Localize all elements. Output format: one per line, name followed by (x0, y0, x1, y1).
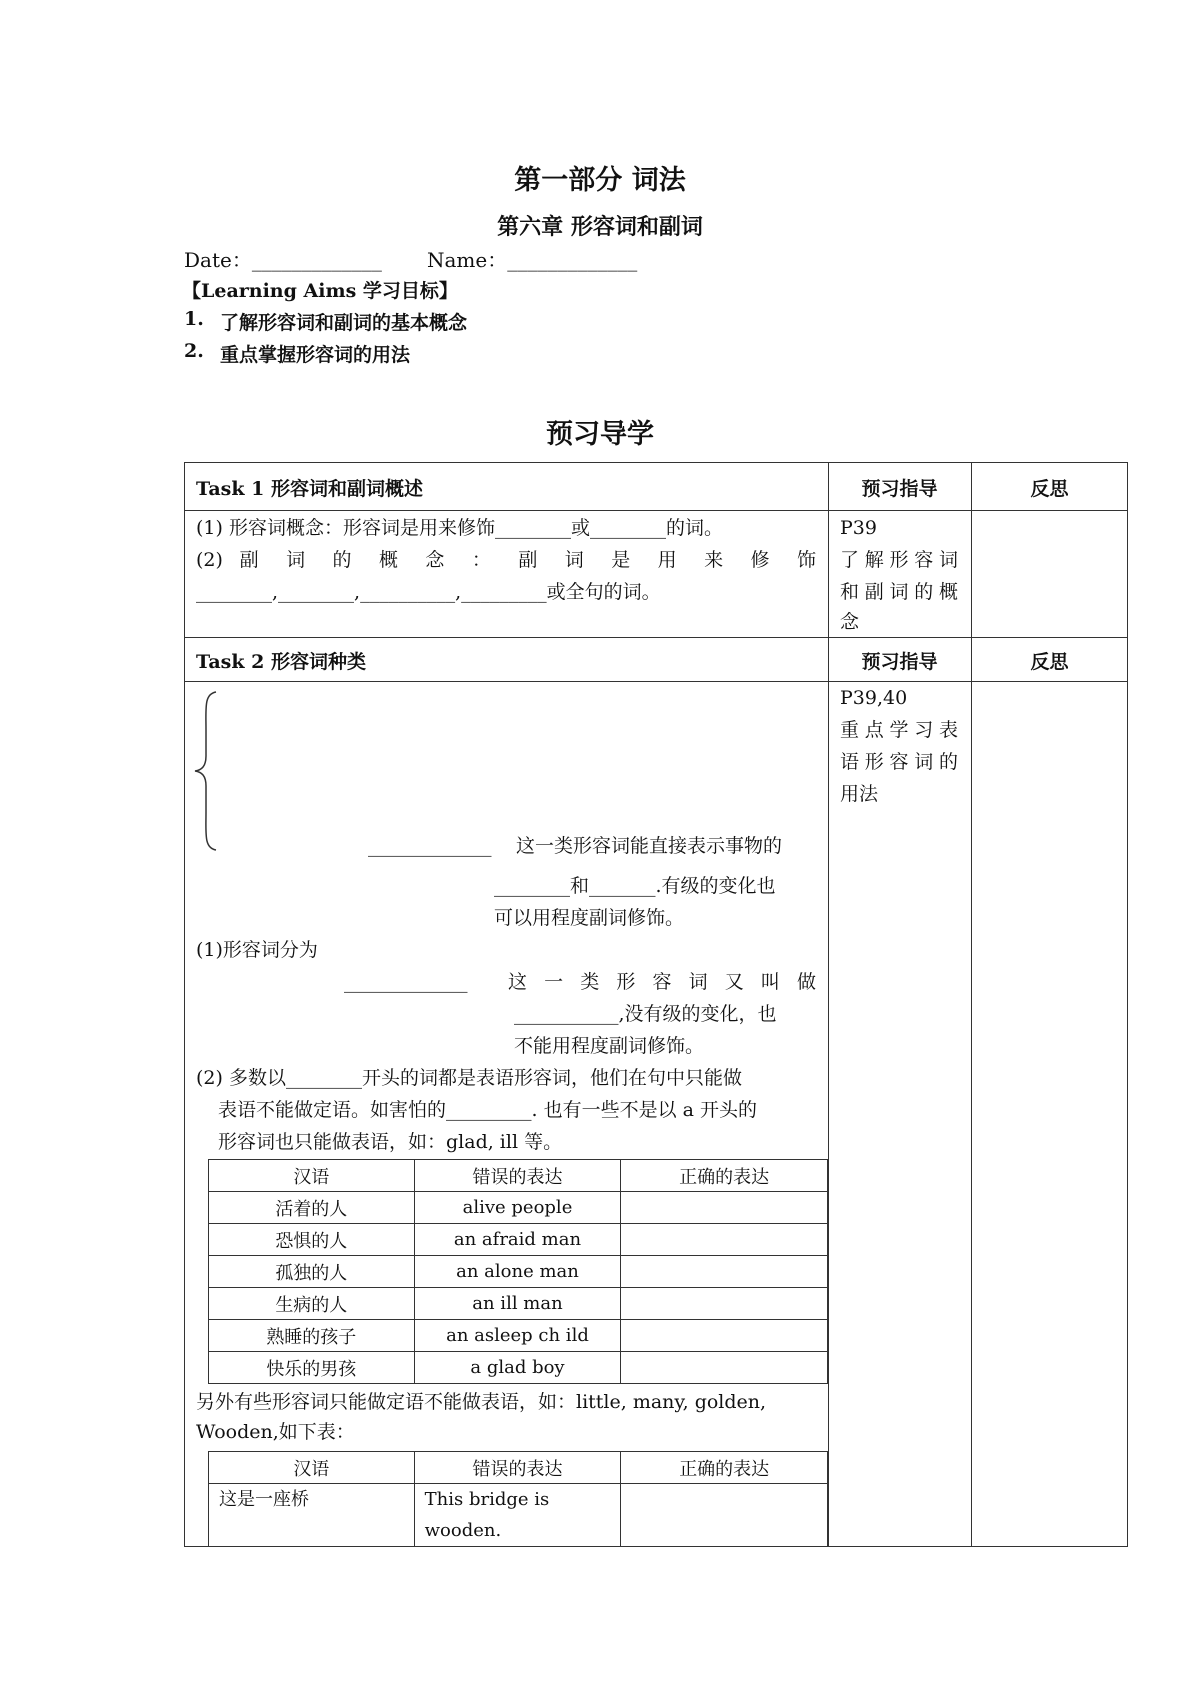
correct-expression-cell[interactable] (621, 1352, 828, 1384)
task2-guide-line: 用法 (840, 783, 879, 805)
type-b-desc-line: 这 一 类 形 容 词 又 叫 做 (508, 971, 816, 993)
aim-2-number: 2. (184, 340, 204, 362)
column-divider (971, 462, 972, 1547)
correct-expression-cell[interactable] (621, 1192, 828, 1224)
column-header: 错误的表达 (414, 1452, 621, 1484)
task1-title: Task 1 形容词和副词概述 (196, 478, 423, 500)
task2-title: Task 2 形容词种类 (196, 651, 366, 673)
task2-guide-header: 预习指导 (861, 651, 938, 673)
chinese-cell: 快乐的男孩 (209, 1352, 415, 1384)
predicative-note-line: 表语不能做定语。如害怕的_________. 也有一些不是以 a 开头的 (218, 1099, 757, 1121)
type-a-desc-line: 这一类形容词能直接表示事物的 (516, 835, 783, 857)
blank-type-a: _____________ (368, 835, 492, 857)
table-header-row (209, 1160, 828, 1192)
correct-expression-cell[interactable] (621, 1224, 828, 1256)
attributive-note-line: 另外有些形容词只能做定语不能做表语，如：little, many, golden, (196, 1391, 767, 1413)
type-a-desc-line: 可以用程度副词修饰。 (494, 907, 685, 929)
task1-guide-line: 念 (840, 611, 860, 633)
column-header: 汉语 (209, 1452, 415, 1484)
row-divider (184, 637, 1128, 638)
task1-guide-page: P39 (840, 517, 877, 539)
chinese-cell: 孤独的人 (209, 1256, 415, 1288)
column-header: 正确的表达 (621, 1452, 828, 1484)
adverb-definition: (2) 副 词 的 概 念 ： 副 词 是 用 来 修 饰 (196, 549, 816, 571)
classification-label: (1)形容词分为 (196, 939, 318, 961)
correct-expression-cell[interactable] (621, 1320, 828, 1352)
task1-guide-line: 了解形容词 (840, 549, 958, 571)
wrong-expression-cell: an afraid man (414, 1224, 621, 1256)
table-header-row (209, 1452, 828, 1484)
predicative-note-line: 形容词也只能做表语，如：glad, ill 等。 (218, 1131, 563, 1153)
task2-guide-line: 重点学习表 (840, 719, 958, 741)
type-a-desc-line: ________和_______.有级的变化也 (494, 875, 776, 897)
wrong-expression-cell: an asleep ch ild (414, 1320, 621, 1352)
wrong-expression-cell: an alone man (414, 1256, 621, 1288)
table-row (209, 1256, 828, 1288)
section-title: 预习导学 (546, 419, 654, 450)
chinese-cell: 恐惧的人 (209, 1224, 415, 1256)
wrong-expression-cell: This bridge is wooden. (414, 1484, 621, 1547)
task1-reflect-header: 反思 (1030, 478, 1069, 500)
left-brace-icon (192, 690, 224, 852)
predicative-note-line: (2) 多数以________开头的词都是表语形容词，他们在句中只能做 (196, 1067, 742, 1089)
chinese-cell: 活着的人 (209, 1192, 415, 1224)
aims-title: 【Learning Aims 学习目标】 (182, 280, 458, 302)
attributive-adjective-table (208, 1451, 828, 1547)
name-field[interactable]: Name：_____________ (427, 248, 638, 272)
column-divider (828, 462, 829, 1547)
wrong-expression-cell: alive people (414, 1192, 621, 1224)
blank-type-b: _____________ (344, 971, 468, 993)
task1-guide-line: 和副词的概 (840, 581, 958, 603)
column-header: 汉语 (209, 1160, 415, 1192)
chinese-cell: 熟睡的孩子 (209, 1320, 415, 1352)
attributive-note-line: Wooden,如下表： (196, 1421, 355, 1443)
chapter-title: 第六章 形容词和副词 (497, 214, 703, 240)
aim-1-text: 了解形容词和副词的基本概念 (220, 312, 468, 334)
row-divider (184, 510, 1128, 511)
aim-1-number: 1. (184, 308, 204, 330)
aim-2-text: 重点掌握形容词的用法 (220, 344, 411, 366)
row-divider (184, 681, 1128, 682)
table-row (209, 1192, 828, 1224)
chinese-cell: 这是一座桥 (209, 1484, 415, 1547)
type-b-desc-line: 不能用程度副词修饰。 (514, 1035, 705, 1057)
column-header: 错误的表达 (414, 1160, 621, 1192)
date-field[interactable]: Date：_____________ (184, 248, 382, 272)
table-row (209, 1352, 828, 1384)
predicative-adjective-table (208, 1159, 828, 1384)
table-row (209, 1224, 828, 1256)
table-row (209, 1484, 828, 1547)
type-b-desc-line: ___________,没有级的变化，也 (514, 1003, 777, 1025)
correct-expression-cell[interactable] (621, 1256, 828, 1288)
task1-guide-header: 预习指导 (861, 478, 938, 500)
wrong-expression-cell: a glad boy (414, 1352, 621, 1384)
table-row (209, 1320, 828, 1352)
task2-guide-page: P39,40 (840, 687, 908, 709)
task2-reflect-header: 反思 (1030, 651, 1069, 673)
chinese-cell: 生病的人 (209, 1288, 415, 1320)
wrong-expression-cell: an ill man (414, 1288, 621, 1320)
adjective-definition: (1) 形容词概念：形容词是用来修饰________或________的词。 (196, 517, 723, 539)
correct-expression-cell[interactable] (621, 1288, 828, 1320)
document-title: 第一部分 词法 (514, 165, 686, 196)
task2-guide-line: 语形容词的 (840, 751, 958, 773)
table-row (209, 1288, 828, 1320)
correct-expression-cell[interactable] (621, 1484, 828, 1547)
column-header: 正确的表达 (621, 1160, 828, 1192)
adverb-definition-blanks: ________,________,__________,_________或全句的词。 (196, 581, 661, 603)
